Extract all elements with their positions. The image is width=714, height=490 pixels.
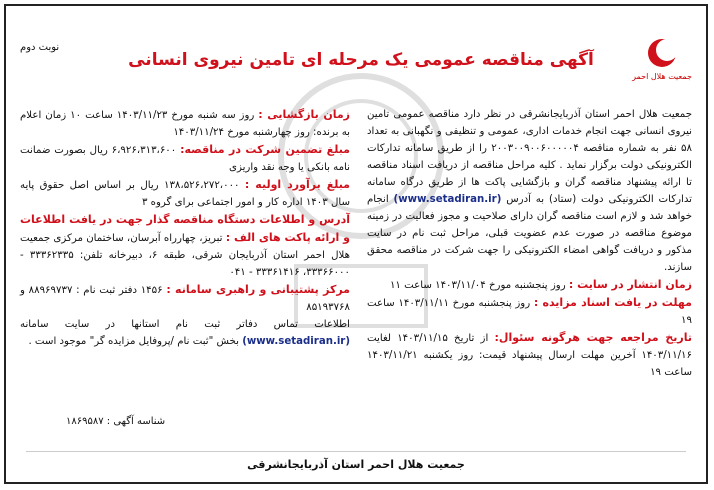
- opening-label: زمان بازگشایی :: [258, 108, 351, 121]
- question-label: تاریخ مراجعه جهت هرگونه سئوال:: [494, 331, 692, 344]
- info-value: اطلاعات تماس دفاتر ثبت نام استانها در سایت سامانه: [20, 319, 350, 330]
- deadline-value: روز پنجشنبه مورخ ۱۴۰۳/۱۱/۱۱ ساعت ۱۹: [367, 298, 692, 326]
- setad-link[interactable]: (www.setadiran.ir): [393, 194, 502, 205]
- ad-number: شناسه آگهی : ۱۸۶۹۵۸۷: [66, 416, 166, 427]
- info-end: بخش "ثبت نام /پروفایل مزایده گر" موجود است .: [28, 336, 239, 347]
- intro-continued: انجام خواهد شد و لازم است مناقصه گران دارای صلاحیت و مجوز فعالیت در زمینه موضوع مناقصه در صورت عدم عضویت قبلی، مراحل ثبت نام در سایت مذکور و دریافت گواهی امضاء الکترونیکی را جهت شرکت در مناقصه محقق سازند.: [367, 194, 692, 273]
- round-label: نوبت دوم: [20, 42, 60, 53]
- notice-frame: [4, 4, 708, 484]
- info-item: [20, 316, 350, 350]
- opening-value: روز سه شنبه مورخ ۱۴۰۳/۱۱/۲۳ ساعت ۱۰ زمان اعلام به برنده: روز چهارشنبه مورخ ۱۴۰۳/۱۱/۲۴: [20, 110, 350, 138]
- estimate-item: [20, 176, 350, 211]
- question-value: از تاریخ ۱۴۰۳/۱۱/۱۵ لغایت ۱۴۰۳/۱۱/۱۶ آخرین مهلت ارسال پیشنهاد قیمت: روز یکشنبه ۱۴۰۳/۱۱/۲۱ ساعت ۱۹: [367, 333, 692, 378]
- footer-divider: [26, 451, 686, 452]
- footer-organization: جمعیت هلال احمر استان آذربایجانشرقی: [247, 458, 465, 471]
- support-item: [20, 281, 350, 316]
- info-setad-link[interactable]: (www.setadiran.ir): [242, 336, 350, 347]
- logo-caption: جمعیت هلال احمر: [632, 72, 692, 81]
- publish-value: روز پنجشنبه مورخ ۱۴۰۳/۱۱/۰۴ ساعت ۱۱: [389, 280, 566, 291]
- estimate-label: مبلغ برآورد اولیه :: [244, 178, 350, 191]
- crescent-icon: [645, 36, 679, 70]
- publish-label: زمان انتشار در سایت :: [568, 278, 692, 291]
- left-column: [20, 106, 350, 350]
- support-label: مرکز پشتیبانی و راهبری سامانه :: [166, 283, 350, 296]
- support-value: ۱۴۵۶ دفتر ثبت نام : ۸۸۹۶۹۷۳۷ و ۸۵۱۹۳۷۶۸: [20, 285, 350, 313]
- address-value: تبریز، چهارراه آبرسان، ساختمان مرکزی جمعیت هلال احمر استان آذربایجان شرقی، طبقه ۶، دبیرخانه تلفن: ۳۳۳۶۲۳۳۵ - ۳۳۳۶۶۰۰۰، ۳۳۳۶۱۴۱۶ - ۰۴۱: [20, 233, 350, 278]
- deadline-label: مهلت در یافت اسناد مزایده :: [533, 296, 692, 309]
- notice-title: آگهی مناقصه عمومی یک مرحله ای تامین نیروی انسانی: [128, 50, 594, 70]
- question-item: [367, 329, 692, 381]
- guarantee-value: ۶،۹۲۶،۳۱۳،۶۰۰ ریال بصورت ضمانت نامه بانکی یا وجه نقد واریزی: [20, 145, 350, 173]
- publish-item: [367, 276, 692, 294]
- intro-body: جمعیت هلال احمر استان آذربایجانشرقی در نظر دارد مناقصه عمومی تامین نیروی انسانی جهت انجام خدمات اداری، عمومی و تنظیفی و نگهبانی به تعداد ۵۸ نفر به شماره مناقصه ۲۰۰۳۰۰۹۰۰۶۰۰۰۰۰۴ را از طریق سامانه تدارکات الکترونیکی دولت برگزار نماید . کلیه مراحل مناقصه از دریافت اسناد مناقصه تا ارائه پیشنهاد مناقصه گران و بازگشایی پاکت ها از طریق درگاه سامانه تدارکات الکترونیکی دولت (ستاد) به آدرس: [367, 109, 692, 205]
- guarantee-item: [20, 141, 350, 176]
- address-label: آدرس و اطلاعات دستگاه مناقصه گذار جهت در یافت اطلاعات و ارائه پاکت های الف :: [20, 213, 350, 244]
- red-crescent-logo: [632, 36, 692, 94]
- intro-text: [367, 106, 692, 276]
- right-column: [367, 106, 692, 381]
- opening-item: [20, 106, 350, 141]
- deadline-item: [367, 294, 692, 329]
- address-item: [20, 211, 350, 281]
- estimate-value: ۱۳۸،۵۲۶،۲۷۲،۰۰۰ ریال بر اساس اصل حقوق پایه سال ۱۴۰۳ اداره کار و امور اجتماعی برای گروه ۳: [20, 180, 350, 208]
- guarantee-label: مبلغ تضمین شرکت در مناقصه:: [180, 143, 350, 156]
